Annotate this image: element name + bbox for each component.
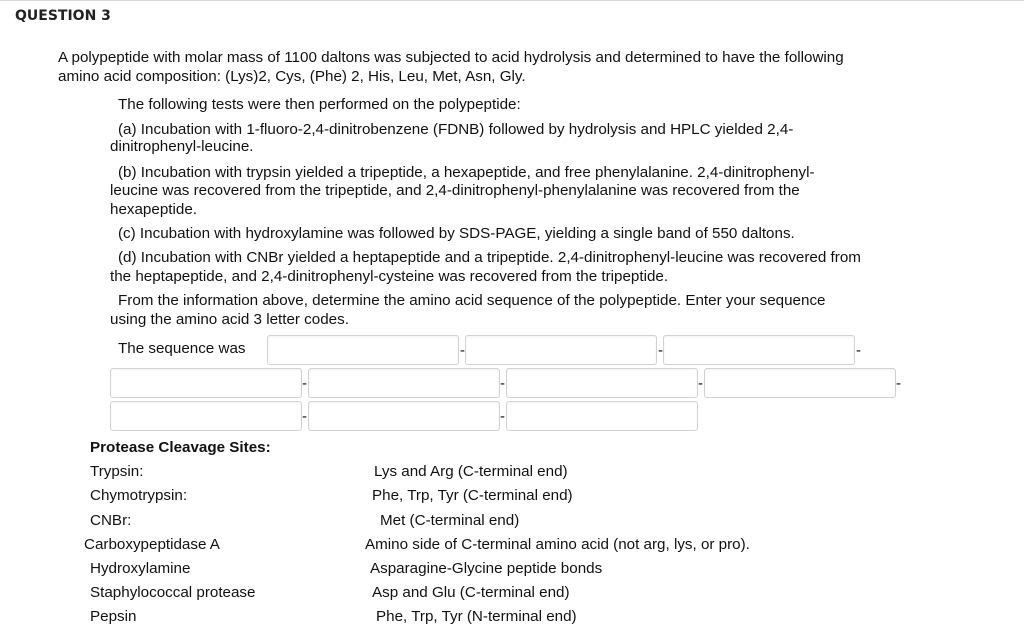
enzyme-trypsin: Trypsin: [90, 463, 144, 480]
sequence-input-1[interactable] [267, 335, 459, 365]
enzyme-hydroxylamine: Hydroxylamine [90, 560, 191, 577]
enzyme-chymotrypsin: Chymotrypsin: [90, 487, 188, 504]
sequence-input-10[interactable] [506, 401, 698, 431]
instruction-line-1: From the information above, determine the amino acid sequence of the polypeptide. Enter your sequence [118, 292, 826, 309]
test-d-line-2: the heptapeptide, and 2,4-dinitrophenyl-cysteine was recovered from the tripeptide. [110, 268, 669, 285]
tests-intro: The following tests were then performed on the polypeptide: [118, 96, 521, 113]
sequence-input-5[interactable] [308, 368, 500, 398]
test-a-line-2: dinitrophenyl-leucine. [110, 138, 254, 155]
test-b-line-1: (b) Incubation with trypsin yielded a tripeptide, a hexapeptide, and free phenylalanine. 2,4-dinitrophenyl- [118, 164, 815, 181]
sequence-separator: - [460, 342, 465, 359]
test-b-line-2: leucine was recovered from the tripeptide, and 2,4-dinitrophenyl-phenylalanine was recovered from the [110, 182, 800, 199]
sequence-input-6[interactable] [506, 368, 698, 398]
test-a-line-1: (a) Incubation with 1-fluoro-2,4-dinitrobenzene (FDNB) followed by hydrolysis and HPLC yielded 2,4- [118, 121, 794, 138]
enzyme-carboxypeptidase-a: Carboxypeptidase A [84, 536, 220, 553]
sequence-separator: - [698, 375, 703, 392]
site-cnbr: Met (C-terminal end) [380, 512, 520, 529]
test-b-line-3: hexapeptide. [110, 201, 197, 218]
intro-line-2: amino acid composition: (Lys)2, Cys, (Phe) 2, His, Leu, Met, Asn, Gly. [58, 68, 526, 85]
site-carboxypeptidase-a: Amino side of C-terminal amino acid (not arg, lys, or pro). [365, 536, 750, 553]
sequence-separator: - [302, 375, 307, 392]
sequence-input-2[interactable] [465, 335, 657, 365]
site-trypsin: Lys and Arg (C-terminal end) [374, 463, 568, 480]
site-chymotrypsin: Phe, Trp, Tyr (C-terminal end) [372, 487, 573, 504]
sequence-separator: - [500, 375, 505, 392]
enzyme-staphylococcal-protease: Staphylococcal protease [90, 584, 256, 601]
site-hydroxylamine: Asparagine-Glycine peptide bonds [370, 560, 603, 577]
question-header: QUESTION 3 [15, 8, 111, 24]
cleavage-title: Protease Cleavage Sites: [90, 439, 271, 456]
enzyme-pepsin: Pepsin [90, 608, 137, 625]
sequence-input-7[interactable] [704, 368, 896, 398]
intro-line-1: A polypeptide with molar mass of 1100 daltons was subjected to acid hydrolysis and determined to have the following [58, 49, 844, 66]
site-staphylococcal-protease: Asp and Glu (C-terminal end) [372, 584, 570, 601]
instruction-line-2: using the amino acid 3 letter codes. [110, 311, 349, 328]
sequence-separator: - [302, 408, 307, 425]
sequence-input-9[interactable] [308, 401, 500, 431]
sequence-input-8[interactable] [110, 401, 302, 431]
top-divider [0, 0, 1024, 1]
site-pepsin: Phe, Trp, Tyr (N-terminal end) [376, 608, 577, 625]
sequence-label: The sequence was [118, 340, 246, 357]
test-d-line-1: (d) Incubation with CNBr yielded a heptapeptide and a tripeptide. 2,4-dinitrophenyl-leucine was recovered from [118, 249, 861, 266]
test-c: (c) Incubation with hydroxylamine was followed by SDS-PAGE, yielding a single band of 550 daltons. [118, 225, 795, 242]
sequence-input-4[interactable] [110, 368, 302, 398]
sequence-input-3[interactable] [663, 335, 855, 365]
sequence-separator: - [658, 342, 663, 359]
sequence-separator: - [856, 342, 861, 359]
sequence-separator: - [500, 408, 505, 425]
enzyme-cnbr: CNBr: [90, 512, 132, 529]
sequence-separator: - [896, 375, 901, 392]
